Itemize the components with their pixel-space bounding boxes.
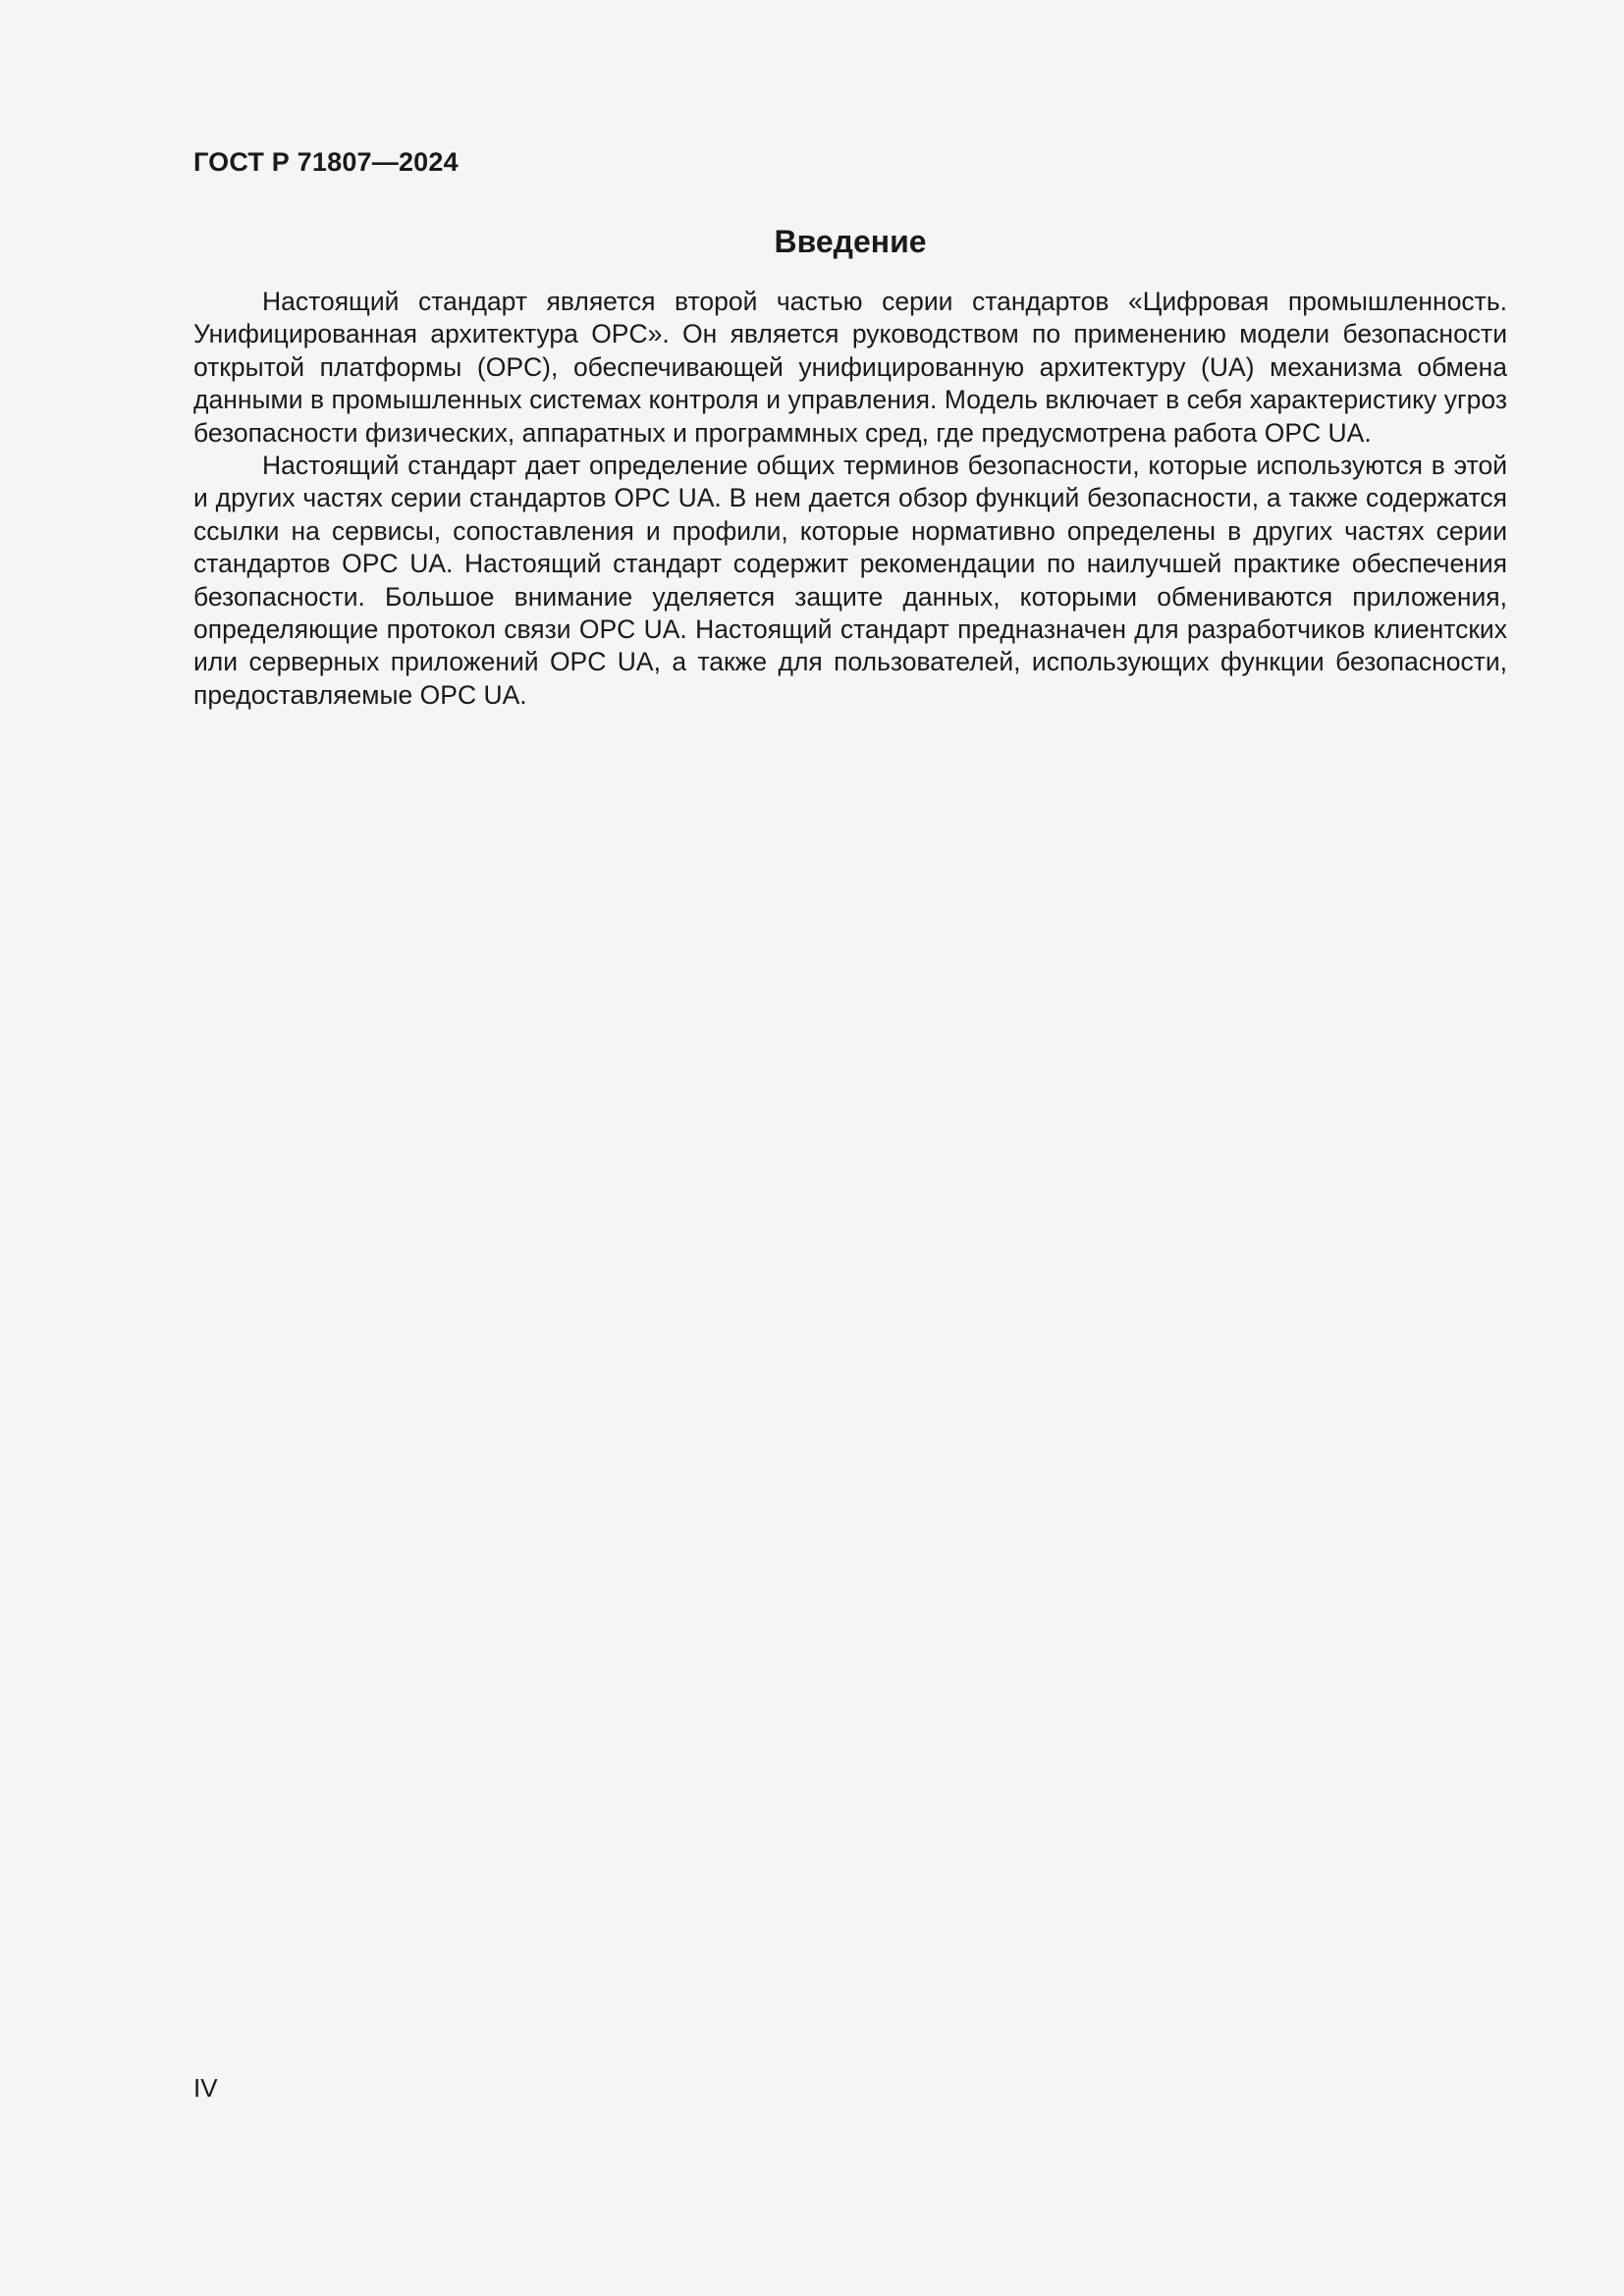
- page-number: IV: [193, 2073, 218, 2103]
- section-title: Введение: [774, 224, 927, 259]
- document-designation: ГОСТ Р 71807—2024: [193, 147, 459, 177]
- section-body: [193, 286, 1507, 712]
- paragraph: Настоящий стандарт является второй частью серии стандартов «Цифровая промышленность. Унифицированная архитектура OPC». Он является руководством по применению модели безопасности открытой платформы (OPC), обеспечивающей унифицированную архитектуру (UA) механизма обмена данными в промышленных системах контроля и управления. Модель включает в себя характеристику угроз безопасности физических, аппаратных и программных сред, где предусмотрена работа OPC UA.: [193, 287, 1507, 448]
- paragraph: Настоящий стандарт дает определение общих терминов безопасности, которые используются в этой и других частях серии стандартов OPC UA. В нем дается обзор функций безопасности, а также содержатся ссылки на сервисы, сопоставления и профили, которые нормативно определены в других частях серии стандартов OPC UA. Настоящий стандарт содержит рекомендации по наилучшей практике обеспечения безопасности. Большое внимание уделяется защите данных, которыми обмениваются приложения, определяющие протокол связи OPC UA. Настоящий стандарт предназначен для разработчиков клиентских или серверных приложений OPC UA, а также для пользователей, использующих функции безопасности, предоставляемые OPC UA.: [193, 451, 1507, 710]
